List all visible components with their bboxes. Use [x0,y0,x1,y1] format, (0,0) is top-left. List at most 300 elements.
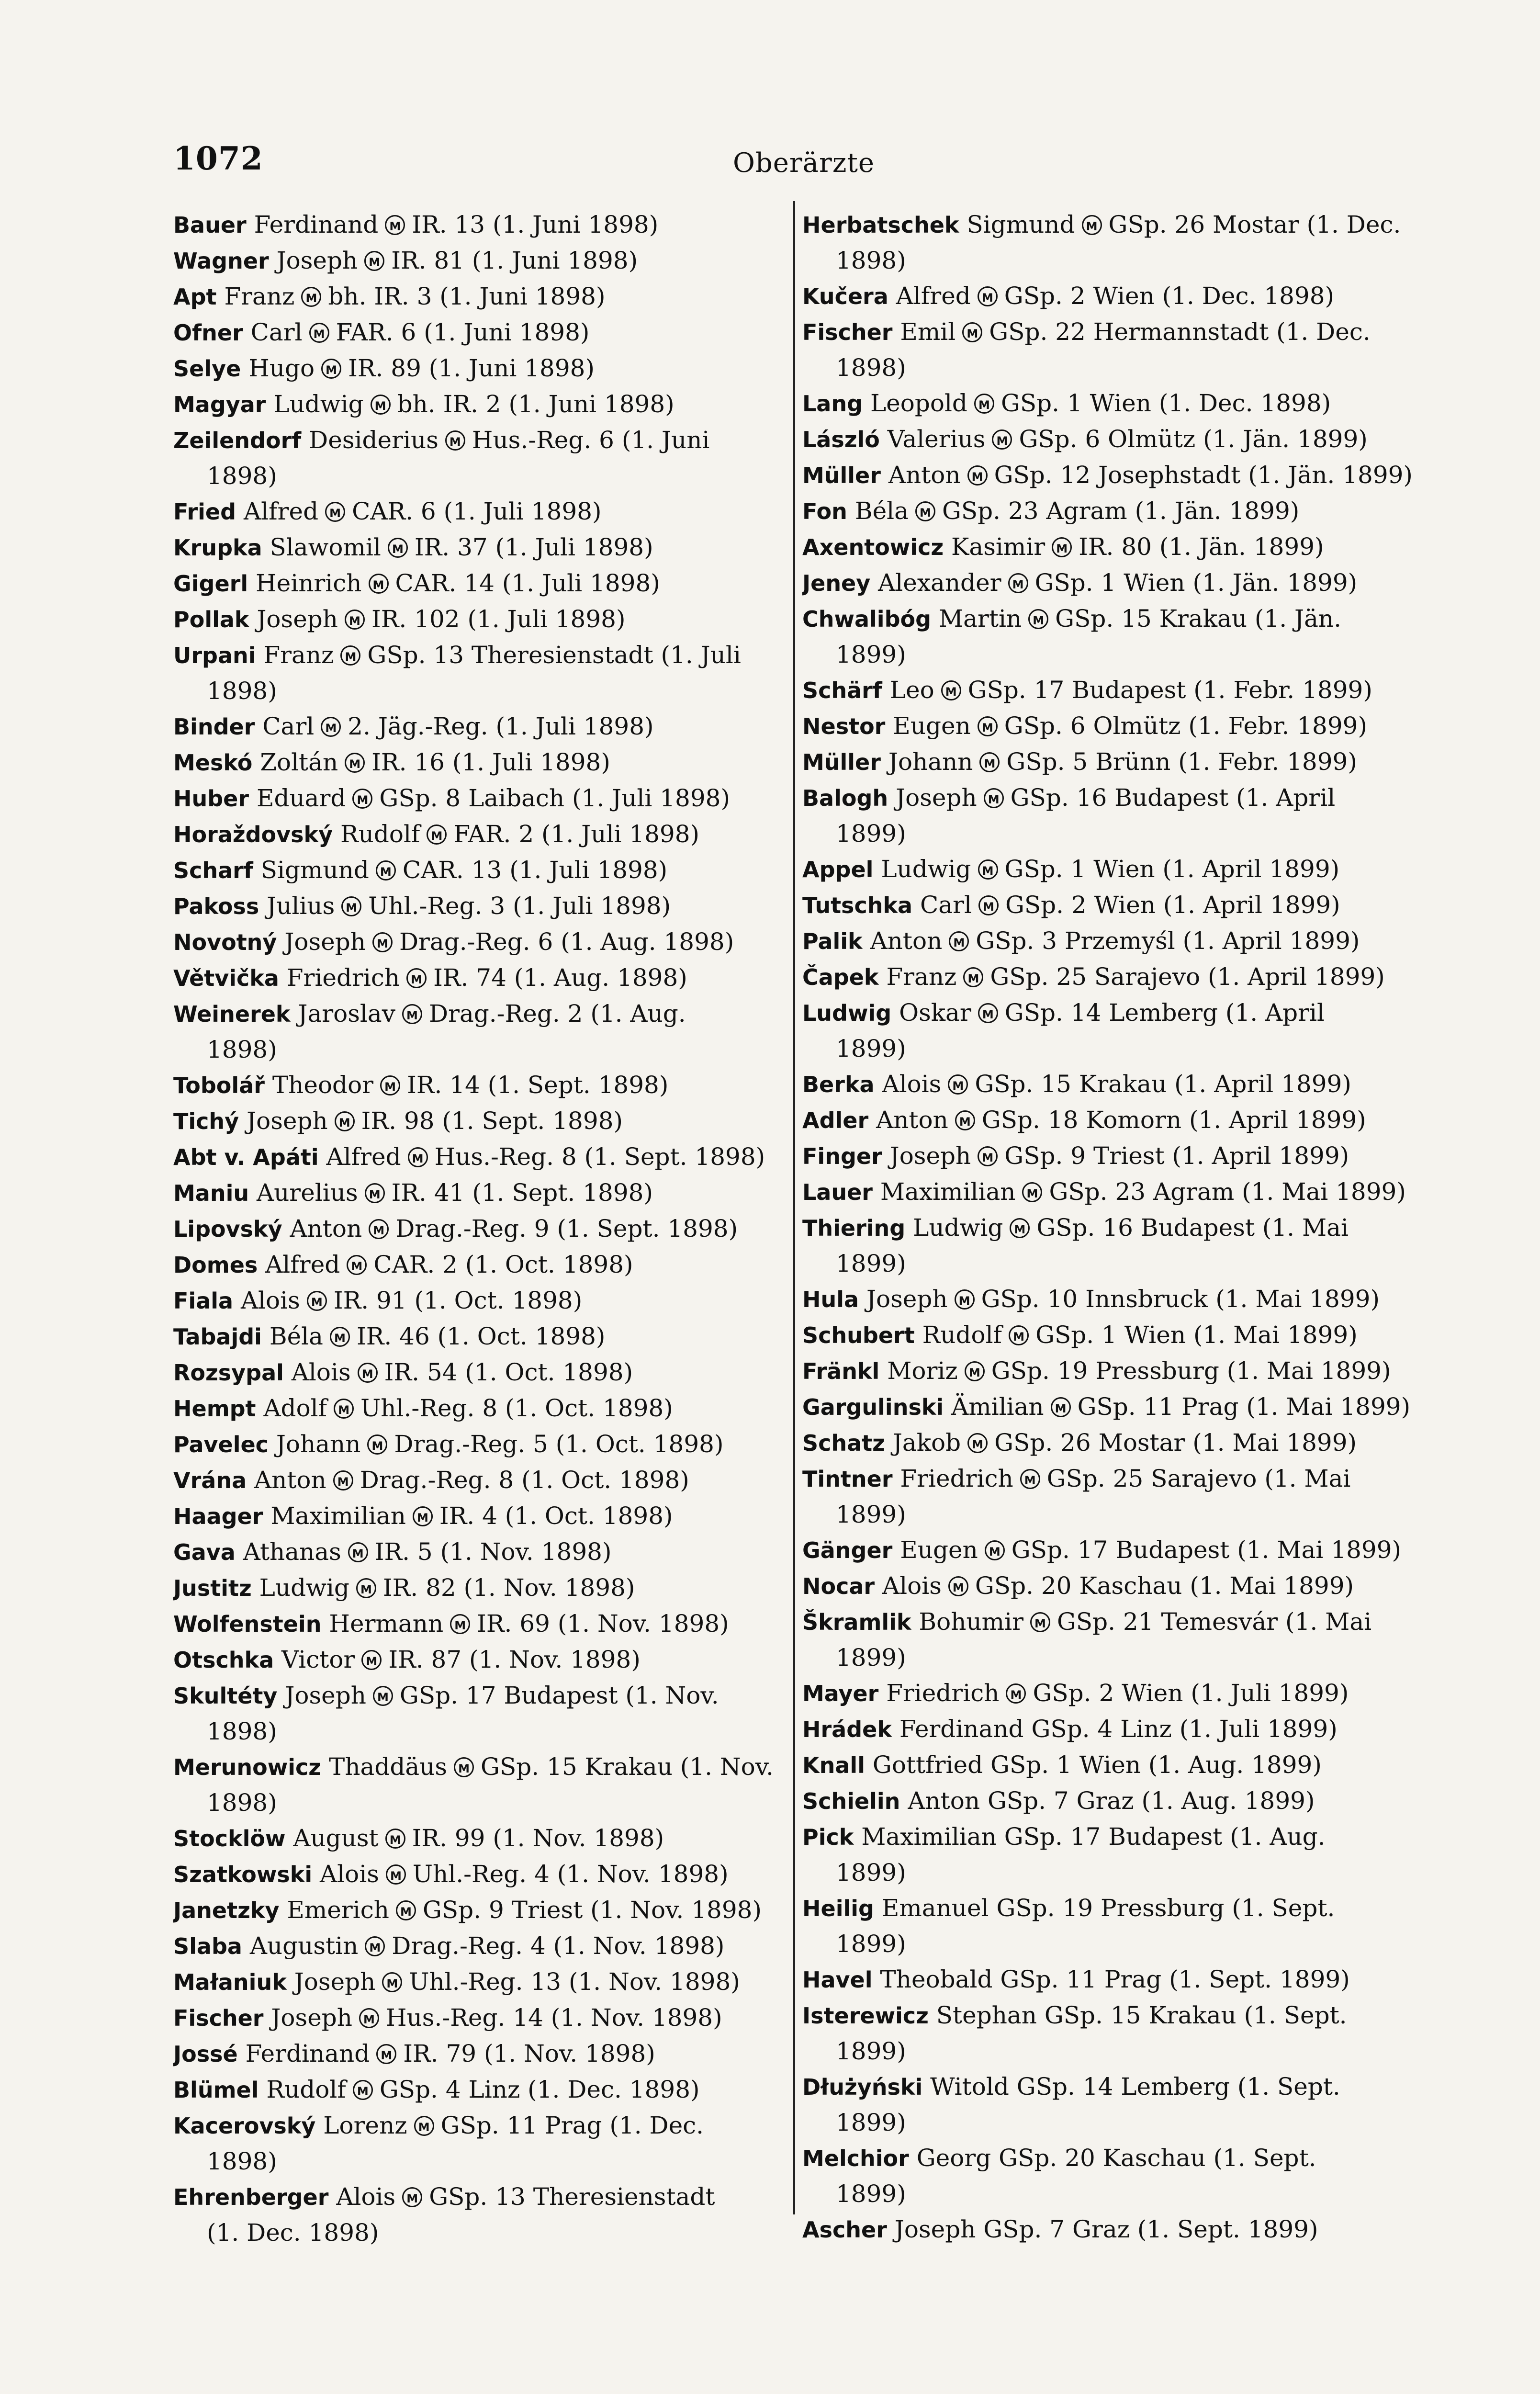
entry-first-name: Moriz [887,1357,958,1385]
entry-first-name: Rudolf [340,820,420,848]
entry-first-name: Anton [254,1466,326,1494]
entry-first-name: Bohumir [919,1608,1023,1636]
list-item [173,1570,791,1606]
entry-continuation: 1898) [207,1036,277,1063]
entry-first-name: Maximilian [880,1178,1016,1206]
entry-surname: Schielin [802,1788,900,1814]
circled-m-icon: M [330,1327,350,1347]
entry-surname: Fon [802,498,847,524]
entry-surname: Müller [802,463,881,488]
entry-first-name: Anton [876,1106,948,1134]
entry-first-name: Valerius [887,425,986,453]
entry-first-name: Friedrich [900,1465,1013,1492]
circled-m-icon: M [967,465,988,486]
list-item [802,1604,1425,1675]
entry-surname: Tobolář [173,1073,265,1098]
entry-surname: Nocar [802,1573,875,1599]
entry-first-name: Sigmund [967,211,1075,238]
entry-first-name: Joseph [276,247,358,274]
entry-details: GSp. 14 Lemberg (1. Sept. [1016,2073,1340,2100]
circled-m-icon: M [402,1004,422,1024]
entry-surname: Otschka [173,1647,274,1673]
list-item [802,672,1425,708]
entry-details: Uhl.-Reg. 4 (1. Nov. 1898) [412,1860,729,1888]
circled-m-icon: M [386,1864,406,1885]
entry-surname: Huber [173,786,249,812]
entry-surname: Scharf [173,858,253,883]
circled-m-icon: M [371,395,391,415]
circled-m-icon: M [454,1757,474,1777]
circled-m-icon: M [365,1183,385,1203]
column-divider [793,201,795,2214]
entry-surname: Apt [173,284,217,310]
entry-surname: Gargulinski [802,1394,944,1420]
entry-first-name: Alois [336,2183,396,2211]
entry-details: GSp. 25 Sarajevo (1. Mai [1046,1465,1351,1492]
entry-first-name: Ferdinand [899,1715,1024,1743]
list-item [173,1856,791,1892]
entry-first-name: Joseph [271,2004,352,2032]
list-item [173,1247,791,1283]
entry-details: Hus.-Reg. 8 (1. Sept. 1898) [434,1143,765,1171]
list-item [802,457,1425,493]
entry-details: GSp. 2 Wien (1. Dec. 1898) [1004,282,1335,310]
entry-surname: Justitz [173,1575,252,1601]
entry-details: Uhl.-Reg. 8 (1. Oct. 1898) [360,1394,673,1422]
circled-m-icon: M [962,322,982,342]
entry-first-name: Ludwig [881,855,971,883]
list-item [173,243,791,279]
entry-surname: Bauer [173,212,247,238]
entry-surname: Pick [802,1824,854,1850]
entry-first-name: Anton [908,1787,980,1815]
entry-surname: Pavelec [173,1432,269,1457]
entry-first-name: Oskar [899,999,971,1027]
entry-continuation: 1899) [836,1644,906,1671]
circled-m-icon: M [413,1506,433,1526]
list-item [802,995,1425,1066]
entry-surname: Ludwig [802,1000,892,1026]
entry-details: GSp. 19 Pressburg (1. Mai 1899) [991,1357,1391,1385]
list-item [802,493,1425,529]
entry-details: GSp. 26 Mostar (1. Mai 1899) [994,1429,1357,1457]
circled-m-icon: M [948,1576,968,1596]
entry-surname: Axentowicz [802,534,944,560]
entry-first-name: Anton [870,927,943,955]
entry-details: IR. 46 (1. Oct. 1898) [356,1322,606,1350]
entry-details: GSp. 23 Agram (1. Mai 1899) [1049,1178,1406,1206]
entry-surname: Fischer [802,319,893,345]
entry-details: IR. 89 (1. Juni 1898) [348,354,595,382]
list-item [173,924,791,960]
circled-m-icon: M [955,1289,975,1310]
entry-first-name: Alexander [878,569,1001,597]
entry-first-name: Augustin [249,1932,359,1960]
circled-m-icon: M [361,1650,382,1670]
list-item [802,887,1425,923]
entry-surname: Blümel [173,2077,259,2103]
entry-continuation: 1899) [836,2037,906,2065]
entry-surname: Čapek [802,964,879,990]
entry-continuation: 1899) [836,1930,906,1958]
circled-m-icon: M [372,932,393,952]
entry-surname: Domes [173,1252,258,1278]
entry-details: Drag.-Reg. 6 (1. Aug. 1898) [399,928,734,956]
entry-first-name: Ferdinand [245,2040,370,2067]
entry-first-name: Joseph [294,1968,376,1996]
entry-details: GSp. 17 Budapest (1. Febr. 1899) [967,676,1372,704]
list-item [173,1067,791,1103]
list-item [173,1820,791,1856]
entry-surname: Urpani [173,643,256,668]
entry-details: GSp. 12 Josephstadt (1. Jän. 1899) [994,461,1413,489]
entry-continuation: 1899) [836,820,906,847]
list-item [802,1532,1425,1568]
circled-m-icon: M [984,788,1004,808]
circled-m-icon: M [380,1075,400,1095]
entry-surname: Appel [802,857,874,882]
list-item [802,421,1425,457]
entry-details: bh. IR. 3 (1. Juni 1898) [328,282,606,310]
entry-surname: Kacerovský [173,2113,316,2139]
list-item [173,207,791,243]
entry-first-name: Maximilian [270,1502,406,1530]
entry-details: GSp. 20 Kaschau (1. Mai 1899) [975,1572,1354,1600]
entry-details: Drag.-Reg. 9 (1. Sept. 1898) [395,1215,738,1242]
entry-details: GSp. 1 Wien (1. Dec. 1898) [1000,389,1331,417]
entry-first-name: Alois [291,1358,351,1386]
list-item [802,1711,1425,1747]
entry-details: GSp. 1 Wien (1. April 1899) [1004,855,1340,883]
entry-details: IR. 91 (1. Oct. 1898) [333,1287,583,1314]
entry-details: bh. IR. 2 (1. Juni 1898) [397,390,674,418]
list-item [173,2036,791,2072]
entry-surname: Chwalibóg [802,606,932,632]
list-item [802,1998,1425,2069]
entry-details: GSp. 11 Prag (1. Dec. [440,2112,704,2139]
entry-details: GSp. 11 Prag (1. Sept. 1899) [1000,1965,1350,1993]
entry-details: Uhl.-Reg. 13 (1. Nov. 1898) [409,1968,740,1996]
entry-first-name: Thaddäus [328,1753,448,1781]
list-item [173,422,791,494]
entry-surname: Palik [802,928,863,954]
entry-surname: Fiala [173,1288,234,1314]
entry-details: IR. 102 (1. Juli 1898) [371,605,626,633]
entry-first-name: Zoltán [260,748,338,776]
entry-first-name: Rudolf [266,2076,346,2103]
entry-surname: Tintner [802,1466,893,1492]
entry-continuation: 1898) [207,462,277,490]
entry-first-name: Ludwig [273,390,364,418]
entry-first-name: Witold [930,2073,1009,2100]
entry-surname: Hula [802,1287,859,1312]
entry-surname: Thiering [802,1215,906,1241]
list-item [173,565,791,601]
list-item [802,314,1425,385]
entry-surname: Pakoss [173,893,259,919]
circled-m-icon: M [352,789,372,809]
entry-details: IR. 87 (1. Nov. 1898) [388,1646,641,1673]
entry-surname: Abt v. Apáti [173,1144,319,1170]
entry-first-name: Desiderius [309,426,438,454]
entry-details: GSp. 17 Budapest (1. Mai 1899) [1011,1536,1402,1564]
entry-surname: Wolfenstein [173,1611,322,1637]
circled-m-icon: M [1010,1218,1030,1238]
list-item [802,1066,1425,1102]
circled-m-icon: M [348,1542,368,1562]
list-item [802,780,1425,851]
entry-details: GSp. 20 Kaschau (1. Sept. [999,2144,1316,2172]
entry-first-name: Emanuel [881,1894,989,1922]
entry-details: GSp. 8 Laibach (1. Juli 1898) [379,784,730,812]
entry-surname: Szatkowski [173,1862,313,1887]
entry-first-name: Johann [888,748,973,776]
list-item [173,1211,791,1247]
entry-surname: Lang [802,391,863,417]
entry-first-name: Jakob [892,1429,961,1457]
entry-details: IR. 98 (1. Sept. 1898) [361,1107,623,1135]
list-item [173,1283,791,1319]
list-item [173,1355,791,1390]
circled-m-icon: M [445,430,465,451]
entry-details: GSp. 17 Budapest (1. Nov. [399,1682,719,1709]
page-number: 1072 [173,140,263,177]
entry-first-name: Franz [224,282,295,310]
circled-m-icon: M [369,1219,389,1239]
entry-surname: Pollak [173,607,249,632]
entry-surname: Tichý [173,1108,239,1134]
entry-first-name: Sigmund [260,856,369,884]
entry-continuation: 1898) [207,1717,277,1745]
circled-m-icon: M [1020,1469,1040,1489]
entry-details: GSp. 13 Theresienstadt [429,2183,715,2211]
entry-continuation: 1898) [836,354,906,382]
circled-m-icon: M [402,2187,422,2207]
list-item [173,960,791,996]
entry-surname: Dłużyński [802,2074,923,2100]
entry-details: GSp. 7 Graz (1. Sept. 1899) [983,2215,1318,2243]
entry-first-name: Georg [916,2144,991,2172]
entry-first-name: Friedrich [886,1679,1000,1707]
entry-details: GSp. 17 Budapest (1. Aug. [1004,1823,1326,1851]
list-item [802,1890,1425,1962]
entry-first-name: Alois [320,1860,379,1888]
entry-first-name: Carl [262,712,315,740]
list-item [173,1892,791,1928]
entry-details: GSp. 21 Temesvár (1. Mai [1057,1608,1372,1636]
list-item [802,744,1425,780]
entry-continuation: 1898) [836,247,906,274]
entry-surname: Ehrenberger [173,2184,329,2210]
circled-m-icon: M [356,1578,376,1598]
circled-m-icon: M [978,716,998,736]
list-item [173,1498,791,1534]
entry-surname: Zeilendorf [173,428,302,453]
entry-first-name: Martin [938,605,1022,632]
entry-details: IR. 79 (1. Nov. 1898) [403,2040,655,2067]
list-item [173,1426,791,1462]
entry-first-name: Anton [888,461,961,489]
entry-first-name: Alois [882,1572,942,1600]
entry-continuation: 1899) [836,1250,906,1277]
entry-details: CAR. 2 (1. Oct. 1898) [373,1251,633,1278]
circled-m-icon: M [967,1433,988,1453]
circled-m-icon: M [325,502,345,522]
entry-first-name: Maximilian [861,1823,997,1851]
circled-m-icon: M [335,1111,355,1131]
entry-surname: Nestor [802,713,886,739]
list-item [802,923,1425,959]
circled-m-icon: M [978,286,998,306]
circled-m-icon: M [978,859,998,880]
list-item [802,1568,1425,1604]
list-item [802,1783,1425,1819]
circled-m-icon: M [388,538,408,558]
entry-surname: Melchior [802,2146,909,2171]
list-item [173,1678,791,1749]
entry-surname: Škramlik [802,1609,911,1635]
entry-surname: Fränkl [802,1358,880,1384]
circled-m-icon: M [978,895,999,915]
entry-details: GSp. 23 Agram (1. Jän. 1899) [942,497,1300,525]
entry-surname: Jeney [802,570,871,596]
circled-m-icon: M [347,1255,367,1275]
list-item [173,1642,791,1678]
entry-details: IR. 4 (1. Oct. 1898) [439,1502,673,1530]
entry-details: CAR. 13 (1. Juli 1898) [402,856,668,884]
entry-details: GSp. 15 Krakau (1. Nov. [481,1753,774,1781]
entry-surname: Fischer [173,2005,264,2031]
entry-first-name: Ämilian [951,1393,1044,1421]
entry-details: IR. 16 (1. Juli 1898) [371,748,610,776]
list-item [173,2108,791,2179]
entry-surname: Gigerl [173,571,248,597]
circled-m-icon: M [1030,1612,1050,1632]
entry-details: IR. 13 (1. Juni 1898) [412,211,659,238]
list-item [173,1103,791,1139]
entry-surname: Větvička [173,965,279,991]
circled-m-icon: M [365,1936,385,1956]
list-item [173,279,791,315]
list-item [173,780,791,816]
list-item [173,1964,791,2000]
list-item [802,1962,1425,1998]
entry-details: GSp. 9 Triest (1. Nov. 1898) [422,1896,762,1924]
entry-surname: Slaba [173,1933,242,1959]
entry-continuation: 1899) [836,1501,906,1528]
list-item [802,1389,1425,1425]
entry-first-name: Theobald [880,1965,993,1993]
entry-continuation: 1899) [836,2109,906,2136]
entry-first-name: Joseph [285,1682,366,1709]
circled-m-icon: M [949,931,969,951]
list-item [802,278,1425,314]
entry-first-name: Joseph [866,1285,948,1313]
list-item [173,2072,791,2108]
entry-surname: Heilig [802,1896,874,1921]
entry-surname: Isterewicz [802,2003,929,2029]
circled-m-icon: M [955,1110,975,1130]
entry-surname: Tutschka [802,892,913,918]
list-item [173,996,791,1067]
entry-details: GSp. 11 Prag (1. Mai 1899) [1077,1393,1411,1421]
entry-details: GSp. 18 Komorn (1. April 1899) [981,1106,1366,1134]
circled-m-icon: M [345,753,365,773]
entry-details: GSp. 4 Linz (1. Juli 1899) [1031,1715,1338,1743]
circled-m-icon: M [376,2044,396,2064]
circled-m-icon: M [941,680,961,700]
list-item [173,1175,791,1211]
entry-first-name: Aurelius [257,1179,358,1207]
entry-first-name: Ludwig [913,1214,1003,1242]
entry-details: GSp. 6 Olmütz (1. Febr. 1899) [1004,712,1367,740]
entry-surname: Berka [802,1072,875,1097]
entry-details: GSp. 26 Mostar (1. Dec. [1108,211,1401,238]
list-item [802,1353,1425,1389]
entry-first-name: Joseph [894,2215,976,2243]
entry-details: Drag.-Reg. 4 (1. Nov. 1898) [392,1932,725,1960]
entry-details: 2. Jäg.-Reg. (1. Juli 1898) [348,712,654,740]
circled-m-icon: M [408,1147,428,1167]
circled-m-icon: M [963,967,983,987]
list-item [173,2000,791,2036]
list-item [802,708,1425,744]
list-item [802,2212,1425,2247]
entry-surname: Magyar [173,392,266,418]
entry-details: IR. 41 (1. Sept. 1898) [391,1179,653,1207]
entry-surname: Schärf [802,678,882,703]
entry-first-name: Franz [263,641,334,669]
entry-continuation: 1899) [836,2180,906,2208]
circled-m-icon: M [376,860,396,881]
entry-details: CAR. 6 (1. Juli 1898) [352,497,602,525]
entry-surname: Finger [802,1143,882,1169]
entry-surname: Ascher [802,2217,887,2243]
entry-surname: Weinerek [173,1001,291,1027]
entry-surname: Balogh [802,785,888,811]
entry-details: GSp. 3 Przemyśl (1. April 1899) [976,927,1360,955]
list-item [802,1425,1425,1461]
entry-surname: Tabajdi [173,1324,262,1350]
entry-surname: Fried [173,499,236,525]
circled-m-icon: M [965,1361,985,1381]
entry-first-name: Ferdinand [254,211,379,238]
list-item [802,1138,1425,1174]
list-item [802,1317,1425,1353]
entry-first-name: Hermann [329,1610,444,1637]
list-item [802,1747,1425,1783]
entry-details: GSp. 14 Lemberg (1. April [1004,999,1325,1027]
circled-m-icon: M [1051,1397,1071,1417]
list-item [802,1210,1425,1281]
circled-m-icon: M [364,251,384,271]
circled-m-icon: M [406,968,427,988]
entry-details: GSp. 10 Innsbruck (1. Mai 1899) [981,1285,1380,1313]
entry-first-name: Joseph [257,605,338,633]
entry-details: IR. 5 (1. Nov. 1898) [374,1538,612,1566]
entry-first-name: Alois [882,1070,942,1098]
circled-m-icon: M [334,1399,354,1419]
entry-first-name: Slawomil [270,533,381,561]
entry-details: IR. 14 (1. Sept. 1898) [407,1071,669,1099]
entry-details: Hus.-Reg. 6 (1. Juni [472,426,710,454]
entry-details: Hus.-Reg. 14 (1. Nov. 1898) [386,2004,722,2032]
list-item [173,601,791,637]
circled-m-icon: M [367,1434,387,1455]
entry-details: GSp. 1 Wien (1. Jän. 1899) [1034,569,1358,597]
entry-details: FAR. 6 (1. Juni 1898) [336,318,590,346]
entry-details: Drag.-Reg. 2 (1. Aug. [428,1000,686,1028]
